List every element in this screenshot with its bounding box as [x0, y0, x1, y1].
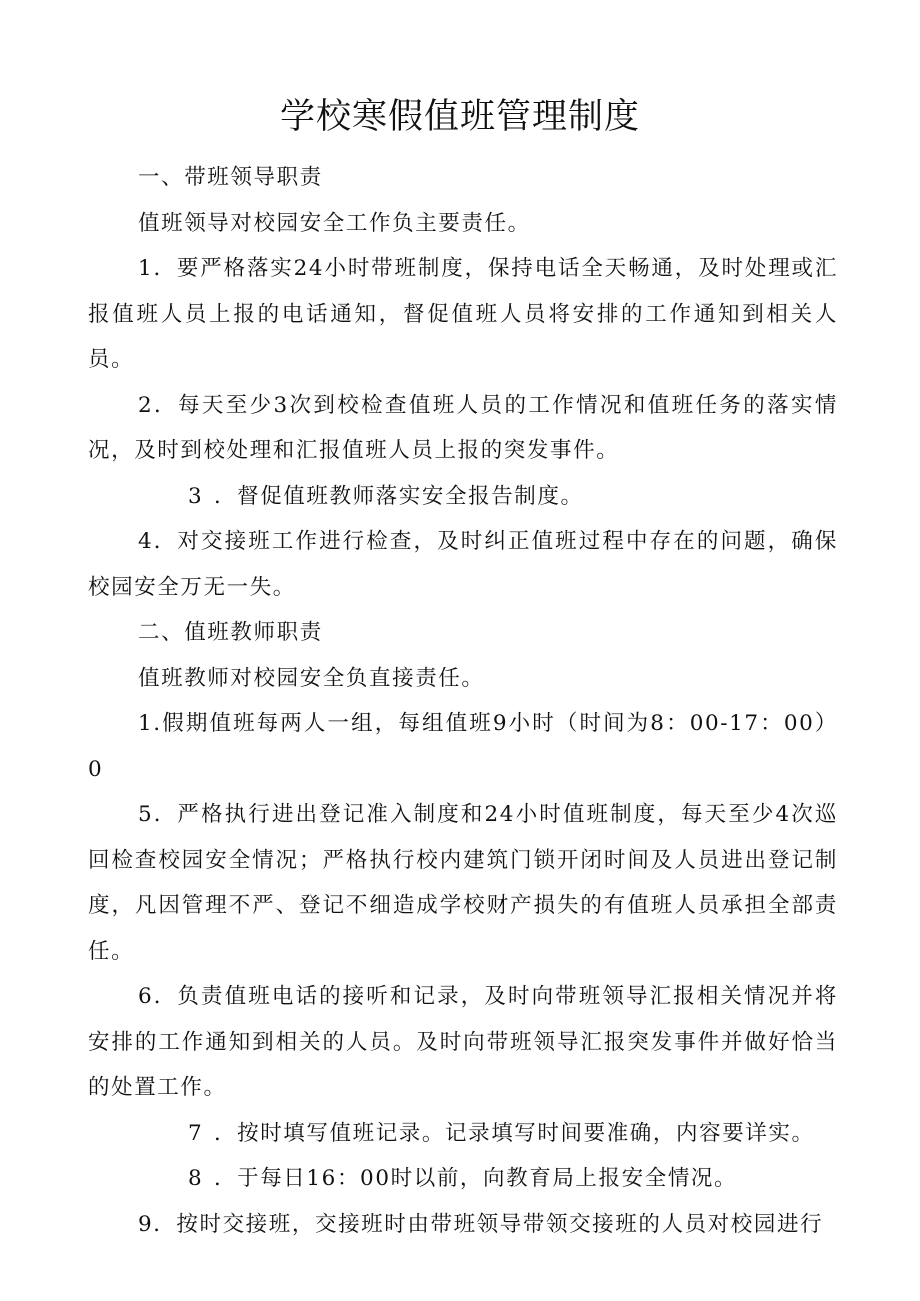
document-body: [88, 155, 838, 1247]
paragraph: 1．要严格落实24小时带班制度，保持电话全天畅通，及时处理或汇报值班人员上报的电话通知，督促值班人员将安排的工作通知到相关人员。: [88, 256, 838, 372]
document-title: 学校寒假值班管理制度: [279, 97, 640, 137]
item-text: ．督促值班教师落实安全报告制度。: [214, 483, 584, 509]
paragraph: 2．每天至少3次到校检查值班人员的工作情况和值班任务的落实情况，及时到校处理和汇报值班人员上报的突发事件。: [88, 392, 838, 463]
paragraph: 6．负责值班电话的接听和记录，及时向带班领导汇报相关情况并将安排的工作通知到相关的人员。及时向带班领导汇报突发事件并做好恰当的处置工作。: [88, 984, 838, 1100]
paragraph: 5．严格执行进出登记准入制度和24小时值班制度，每天至少4次巡回检查校园安全情况；严格执行校内建筑门锁开闭时间及人员进出登记制度，凡因管理不严、登记不细造成学校财产损失的有值班人员承担全部责任。: [88, 802, 838, 964]
paragraph: [88, 1111, 838, 1157]
paragraph: [88, 474, 838, 520]
paragraph: 1.假期值班每两人一组，每组值班9小时（时间为8：00-17：00）0: [88, 711, 838, 782]
paragraph: 值班教师对校园安全负直接责任。: [138, 665, 485, 691]
paragraph: 值班领导对校园安全工作负主要责任。: [138, 210, 531, 236]
item-number: 8: [188, 1166, 204, 1191]
section-heading-1: 一、带班领导职责: [138, 165, 323, 190]
section-heading-2: 二、值班教师职责: [138, 620, 323, 645]
item-number: 7: [188, 1120, 204, 1146]
item-text: ．按时填写值班记录。记录填写时间要准确，内容要详实。: [214, 1120, 815, 1146]
item-text: ．于每日16：00时以前，向教育局上报安全情况。: [214, 1166, 738, 1191]
item-number: 3: [188, 483, 204, 509]
paragraph: 4．对交接班工作进行检查，及时纠正值班过程中存在的问题，确保校园安全万无一失。: [88, 529, 838, 600]
paragraph: 9．按时交接班，交接班时由带班领导带领交接班的人员对校园进行: [138, 1211, 824, 1237]
paragraph: [88, 1156, 838, 1202]
